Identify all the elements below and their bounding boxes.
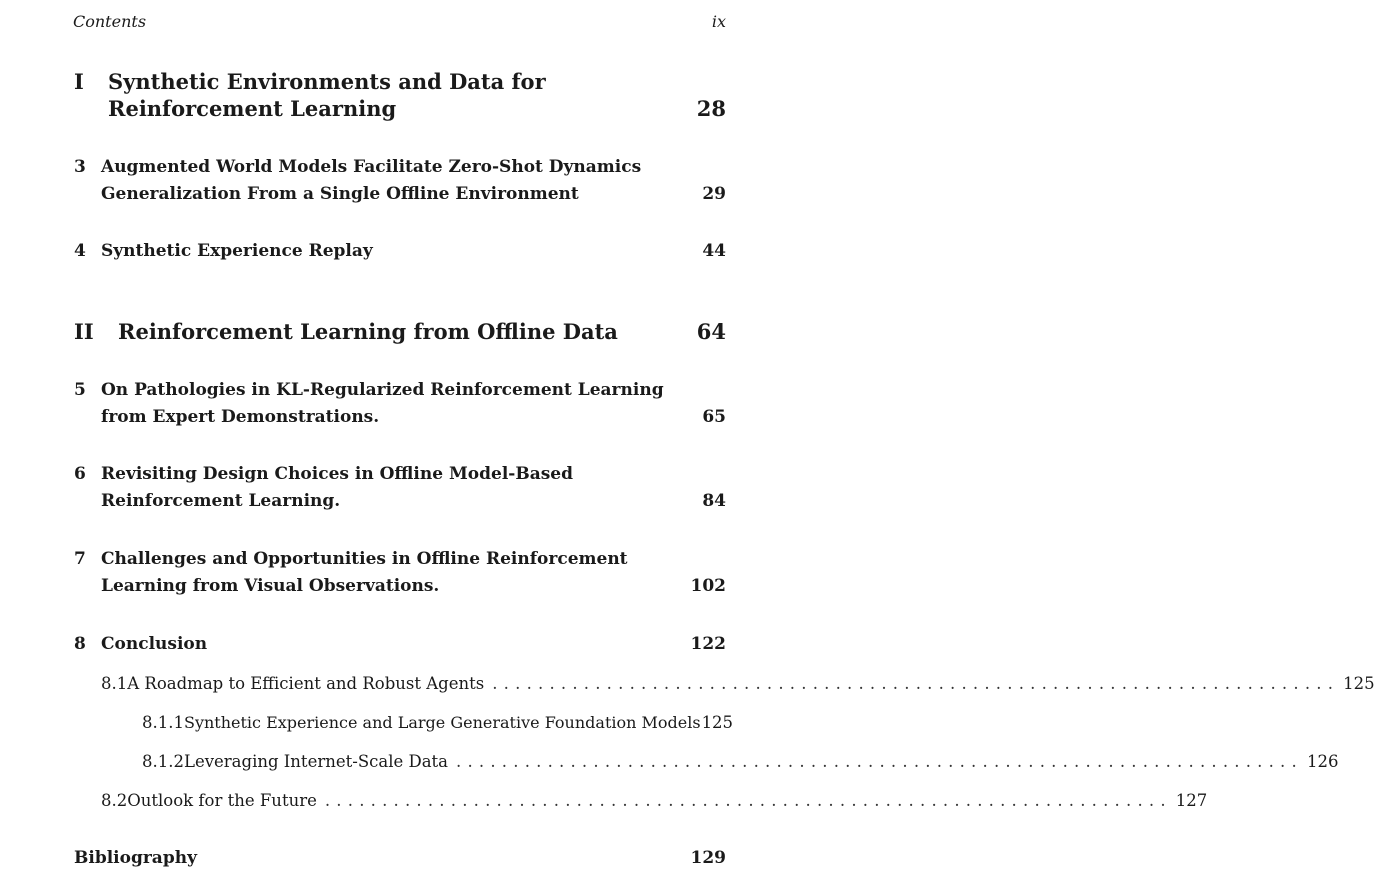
part-title: Synthetic Environments and Data for Reinforcement Learning	[108, 69, 546, 121]
bibliography-page: 129	[690, 848, 726, 868]
section-page: 126	[1306, 752, 1339, 771]
part-page: 64	[696, 319, 726, 344]
part-number: I	[74, 69, 84, 94]
chapter-title: Conclusion	[101, 634, 208, 654]
chapter-number: 8	[74, 634, 86, 654]
chapter-title: Revisiting Design Choices in Offline Model-Based Reinforcement Learning.	[101, 464, 573, 511]
toc-part-i[interactable]	[74, 68, 726, 122]
toc-chapter-8[interactable]	[74, 631, 726, 658]
toc-chapter-7[interactable]	[74, 546, 726, 600]
chapter-page: 44	[702, 241, 726, 261]
part-title: Reinforcement Learning from Offline Data	[118, 319, 618, 344]
toc-section-8-2[interactable]	[101, 790, 1208, 812]
chapter-number: 6	[74, 464, 86, 484]
section-number: 8.1	[101, 674, 128, 693]
toc-part-ii[interactable]	[74, 318, 726, 345]
chapter-page: 122	[690, 634, 726, 654]
chapter-page: 29	[702, 184, 726, 204]
section-number: 8.2	[101, 791, 128, 810]
chapter-title: Augmented World Models Facilitate Zero-Shot Dynamics Generalization From a Single Offline Environment	[101, 157, 642, 204]
running-header-page-number: ix	[711, 12, 726, 31]
leader-dots: ..........................................................................	[492, 674, 1340, 693]
section-title: Outlook for the Future	[127, 791, 317, 810]
toc-subsection-8-1-1[interactable]	[142, 712, 734, 734]
toc-chapter-6[interactable]	[74, 461, 726, 515]
chapter-number: 3	[74, 157, 86, 177]
section-title: Synthetic Experience and Large Generative Foundation Models	[183, 713, 701, 732]
section-number: 8.1.1	[142, 713, 184, 732]
chapter-title: Challenges and Opportunities in Offline Reinforcement Learning from Visual Observations.	[101, 549, 628, 596]
leader-dots: ..........................................................................	[456, 752, 1303, 771]
part-page: 28	[696, 96, 726, 121]
section-title: Leveraging Internet-Scale Data	[183, 752, 449, 771]
section-title: A Roadmap to Efficient and Robust Agents	[127, 674, 485, 693]
chapter-number: 4	[74, 241, 86, 261]
chapter-page: 65	[702, 407, 726, 427]
toc-subsection-8-1-2[interactable]	[142, 751, 1339, 773]
chapter-title: Synthetic Experience Replay	[101, 241, 373, 261]
toc-chapter-3[interactable]	[74, 154, 726, 208]
toc-bibliography[interactable]	[74, 845, 726, 872]
part-number: II	[74, 319, 94, 344]
section-page: 125	[701, 713, 734, 732]
section-page: 125	[1343, 674, 1375, 693]
bibliography-title: Bibliography	[74, 848, 197, 868]
toc-chapter-4[interactable]	[74, 238, 726, 265]
leader-dots: ..........................................................................	[324, 791, 1172, 810]
chapter-title: On Pathologies in KL-Regularized Reinforcement Learning from Expert Demonstrations.	[101, 380, 664, 427]
section-number: 8.1.2	[142, 752, 184, 771]
running-header-title: Contents	[73, 12, 147, 31]
chapter-page: 102	[690, 576, 726, 596]
chapter-page: 84	[702, 491, 726, 511]
chapter-number: 7	[74, 549, 86, 569]
toc-chapter-5[interactable]	[74, 377, 726, 431]
section-page: 127	[1175, 791, 1208, 810]
toc-section-8-1[interactable]	[101, 673, 1375, 695]
chapter-number: 5	[74, 380, 86, 400]
